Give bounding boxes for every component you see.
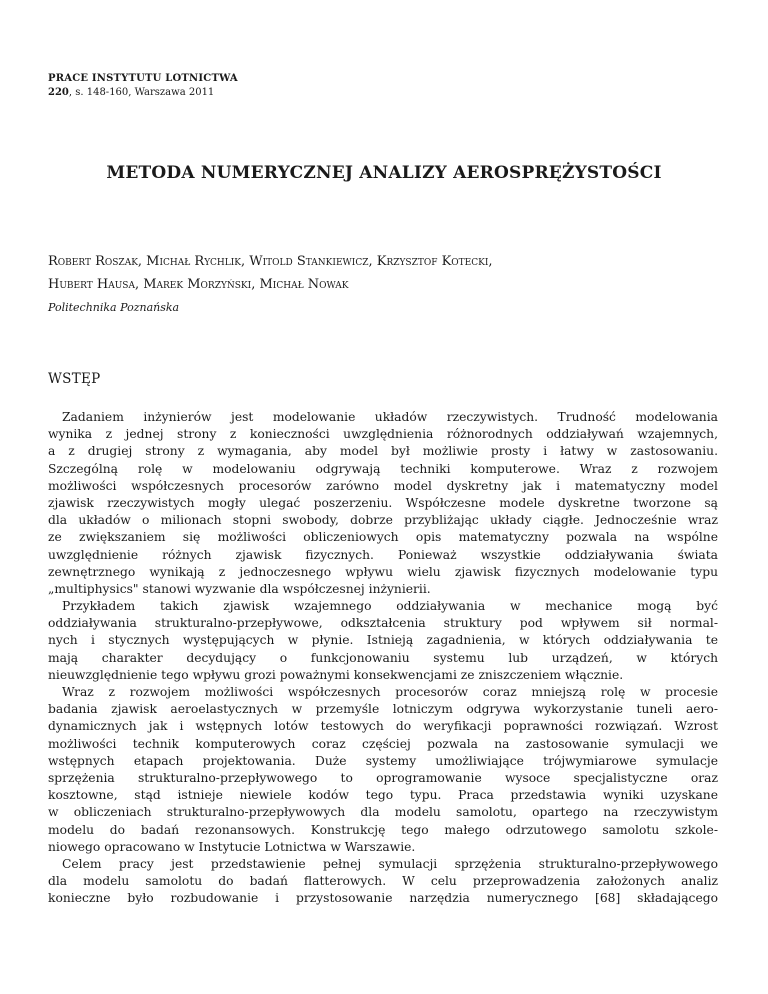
journal-name: PRACE INSTYTUTU LOTNICTWA: [48, 73, 238, 84]
journal-details: , s. 148-160, Warszawa 2011: [68, 87, 215, 98]
text-line: zjawisk rzeczywistych mogły ulegać poszerzeniu. Współczesne modele dyskretne tworzone są: [48, 495, 718, 510]
text-line: ze zwiększaniem się możliwości obliczeniowych opis matematyczny pozwala na wspólne: [48, 530, 718, 545]
affiliation: Politechnika Poznańska: [48, 301, 180, 314]
text-line: mają charakter decydujący o funkcjonowaniu systemu lub urządzeń, w których: [48, 650, 718, 665]
text-line: możliwości technik komputerowych coraz częściej pozwala na zastosowanie symulacji we: [48, 736, 718, 751]
text-line: wstępnych etapach projektowania. Duże systemy umożliwiające trójwymiarowe symulacje: [48, 753, 718, 768]
text-line: nych i stycznych występujących w płynie. Istnieją zagadnienia, w których oddziaływania te: [48, 633, 718, 648]
text-line: Przykładem takich zjawisk wzajemnego oddziaływania w mechanice mogą być: [62, 599, 718, 614]
author-list: [48, 250, 493, 296]
text-line: w obliczeniach strukturalno-przepływowych dla modelu samolotu, opartego na rzeczywistym: [48, 805, 718, 820]
text-line: możliwości współczesnych procesorów zarówno model dyskretny jak i matematyczny model: [48, 478, 718, 493]
text-line: oddziaływania strukturalno-przepływowe, odkształcenia struktury pod wpływem sił normal-: [48, 616, 718, 631]
text-line: badania zjawisk aeroelastycznych w przemyśle lotniczym odgrywa wykorzystanie tuneli aero-: [48, 702, 718, 717]
article-title: METODA NUMERYCZNEJ ANALIZY AEROSPRĘŻYSTOŚCI: [106, 163, 662, 183]
text-line: Szczególną rolę w modelowaniu odgrywają techniki komputerowe. Wraz z rozwojem: [48, 461, 718, 476]
author-line: Robert Roszak, Michał Rychlik, Witold Stankiewicz, Krzysztof Kotecki,: [48, 254, 493, 269]
body-text: [48, 409, 718, 907]
text-line: sprzężenia strukturalno-przepływowego to oprogramowanie wysoce specjalistyczne oraz: [48, 770, 718, 785]
text-line: dla układów o milionach stopni swobody, dobrze przybliżając układy ciągłe. Jednocześnie wraz: [48, 513, 718, 528]
text-line: dynamicznych jak i wstępnych lotów testowych do weryfikacji poprawności rozwiązań. Wzrost: [48, 719, 718, 734]
journal-header: [48, 72, 238, 100]
text-line: konieczne było rozbudowanie i przystosowanie narzędzia numerycznego [68] składającego: [48, 891, 718, 906]
section-heading: WSTĘP: [48, 371, 101, 387]
text-line: Wraz z rozwojem możliwości współczesnych procesorów coraz mniejszą rolę w procesie: [62, 685, 718, 699]
text-line: kosztowne, stąd istnieje niewiele kodów tego typu. Praca przedstawia wyniki uzyskane: [48, 788, 718, 803]
text-line: Zadaniem inżynierów jest modelowanie układów rzeczywistych. Trudność modelowania: [62, 410, 718, 424]
text-line: nieuwzględnienie tego wpływu grozi poważnymi konsekwencjami ze zniszczeniem włącznie.: [48, 667, 624, 682]
journal-citation: [48, 86, 238, 100]
text-line: a z drugiej strony z wymagania, aby model był możliwie prosty i łatwy w zastosowaniu.: [48, 444, 718, 459]
text-line: zewnętrznego wynikają z jednoczesnego wpływu wielu zjawisk fizycznych modelowanie typu: [48, 564, 718, 579]
text-line: Celem pracy jest przedstawienie pełnej symulacji sprzężenia strukturalno-przepływowego: [62, 856, 718, 871]
text-line: uwzględnienie różnych zjawisk fizycznych. Ponieważ wszystkie oddziaływania świata: [48, 547, 718, 562]
text-line: niowego opracowano w Instytucie Lotnictwa w Warszawie.: [48, 839, 416, 854]
author-line: Hubert Hausa, Marek Morzyński, Michał Nowak: [48, 277, 349, 292]
text-line: wynika z jednej strony z konieczności uwzględnienia różnorodnych oddziaływań wzajemnych,: [48, 427, 718, 442]
text-line: dla modelu samolotu do badań flatterowych. W celu przeprowadzenia założonych analiz: [48, 874, 718, 889]
text-line: „multiphysics" stanowi wyzwanie dla współczesnej inżynierii.: [48, 581, 431, 596]
journal-volume: 220: [48, 87, 69, 98]
text-line: modelu do badań rezonansowych. Konstrukcję tego małego odrzutowego samolotu szkole-: [48, 822, 718, 837]
